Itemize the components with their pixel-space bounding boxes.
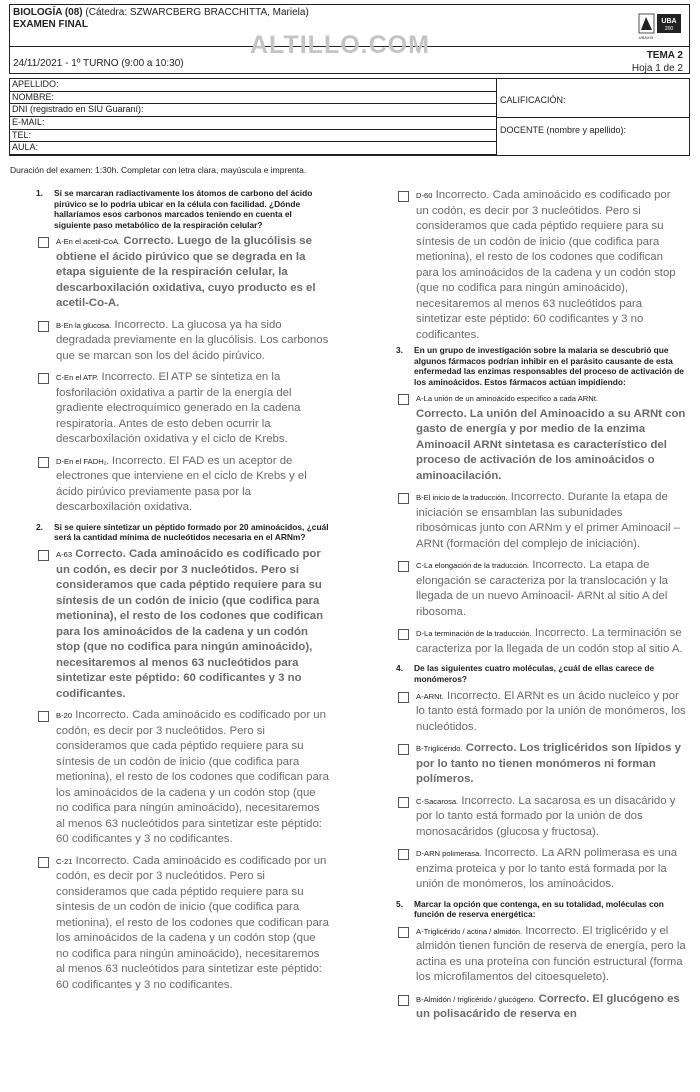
checkbox[interactable] (398, 493, 409, 504)
question-number: 5. (396, 898, 403, 909)
option-label: A-63 (56, 550, 73, 560)
field-email[interactable]: E-MAIL: (10, 117, 497, 130)
course-info (13, 7, 309, 31)
q3-option-a[interactable] (396, 391, 686, 484)
question-number: 4. (396, 663, 403, 674)
option-feedback: Correcto. Luego de la glucólisis se obtiene el ácido pirúvico que se degrada en la etapa siguiente de la respiración celular, la descarboxilación oxidativa, cuyo producto es el acetil-Co-A. (56, 235, 316, 310)
question-text: Si se quiere sintetizar un péptido formado por 20 aminoácidos, ¿cuál será la cantidad mínima de nucleótidos necesaria en el ARNm? (54, 521, 329, 543)
question-text: Si se marcaran radiactivamente los átomos de carbono del ácido pirúvico se lo podría ubicar en la célula con facilidad. ¿Dónde hallaríamos esos carbonos marcados teniendo en cuenta el siguiente paso metabólico de la respiración celular? (54, 188, 313, 230)
right-column (396, 188, 686, 1029)
question-4 (396, 663, 686, 684)
page-indicator: Hoja 1 de 2 (631, 63, 683, 74)
option-label: A-ARNt. (416, 691, 444, 701)
q5-option-a[interactable] (396, 924, 686, 986)
q1-option-c[interactable] (36, 370, 329, 448)
checkbox[interactable] (398, 629, 409, 640)
q1-option-d[interactable] (36, 454, 329, 516)
watermark: ALTILLO.COM (250, 31, 430, 59)
option-label: D-60 (416, 191, 433, 200)
field-aula[interactable]: AULA: (10, 142, 497, 155)
q2-option-a[interactable] (36, 547, 329, 702)
option-label: C-Sacarosa. (416, 796, 459, 806)
question-number: 2. (36, 521, 43, 532)
field-calificacion[interactable]: CALIFICACIÓN: (500, 95, 566, 105)
option-feedback: Correcto. El glucógeno es un polisacárido de reserva en (416, 992, 680, 1021)
q2-option-b[interactable] (36, 708, 329, 848)
option-label: B-Almidón / triglicérido / glucógeno. (416, 994, 536, 1004)
option-label: D-ARN polimerasa. (416, 849, 482, 859)
field-docente[interactable]: DOCENTE (nombre y apellido): (500, 125, 627, 135)
q1-option-b[interactable] (36, 318, 329, 365)
option-label: B-Triglicérido. (416, 744, 463, 754)
option-label: A-La unión de un aminoácido específico a cada ARNt. (416, 394, 598, 404)
option-label: B-El inicio de la traducción. (416, 493, 508, 503)
checkbox[interactable] (398, 692, 409, 703)
checkbox[interactable] (398, 849, 409, 860)
exam-header (9, 4, 690, 74)
option-label: B-20 (56, 711, 73, 721)
checkbox[interactable] (38, 457, 49, 468)
logo-caption: UBAXXI (638, 35, 654, 40)
checkbox[interactable] (38, 857, 49, 868)
q3-option-c[interactable] (396, 558, 686, 620)
checkbox[interactable] (398, 561, 409, 572)
option-feedback: Incorrecto. El ATP se sintetiza en la fosforilación oxidativa a partir de la energía del gradiente electroquímico generado en la cadena respiratoria. Antes de esto deben ocurrir la descarboxilación oxidativa y el ciclo de Krebs. (56, 371, 301, 446)
option-feedback: Incorrecto. El FAD es un aceptor de electrones que interviene en el ciclo de Krebs y el ácido pirúvico previamente pasa por la descarboxilación oxidativa. (56, 454, 307, 514)
q3-option-d[interactable] (396, 626, 686, 657)
option-feedback: Incorrecto. Cada aminoácido es codificado por un codón, es decir por 3 nucleótidos. Pero si consideramos que cada péptido requiere para su síntesis de un codón de inicio (que codifica para metionina), el resto de los codones que codifican para los aminoácidos de la cadena y un codón stop (que no codifica para ningún aminoácido), necesitaremos al menos 63 nucleótidos para sintetizar este péptido: 60 codificantes y 3 no codificantes. (56, 854, 329, 991)
q5-option-b[interactable] (396, 992, 686, 1023)
option-label: C-La elongación de la traducción. (416, 561, 530, 571)
option-label: B-En la glucosa. (56, 320, 112, 330)
q2-option-d[interactable] (396, 188, 686, 343)
option-label: C-En el ATP. (56, 373, 99, 383)
option-label: A-En el acetil-CoA. (56, 237, 121, 247)
option-label: C-21 (56, 856, 73, 866)
course-title: BIOLOGÍA (08) (13, 7, 83, 18)
option-feedback: Correcto. Los triglicéridos son lípidos y por lo tanto no tienen monómeros ni forman polímeros. (416, 742, 681, 786)
option-feedback: Incorrecto. El triglicérido y el almidón tienen función de reserva de energía, pero la actina es una proteína con función estructural (forma los microfilamentos del citoesqueleto). (416, 924, 686, 984)
option-feedback: Incorrecto. La etapa de elongación se caracteriza por la translocación y la llegada de un nuevo Aminoacil- ARNt al sitio A del ribosoma. (416, 559, 668, 618)
logo-200-text: 200 (664, 26, 674, 32)
option-feedback: Incorrecto. La glucosa ya ha sido degradada previamente en la glucólisis. Los carbonos que se marcan son los del ácido pirúvico. (56, 318, 329, 362)
field-apellido[interactable]: APELLIDO: (10, 79, 497, 92)
option-label: A-Triglicérido / actina / almidón. (416, 926, 523, 936)
q1-option-a[interactable] (36, 234, 329, 312)
option-label: D-En el FADH₂. (56, 456, 109, 466)
q4-option-c[interactable] (396, 794, 686, 841)
checkbox[interactable] (398, 995, 409, 1006)
checkbox[interactable] (398, 394, 409, 405)
option-feedback: Incorrecto. Cada aminoácido es codificado por un codón, es decir por 3 nucleótidos. Pero si consideramos que cada péptido requiere para su síntesis de un codón de inicio (que codifica para metionina), el resto de los codones que codifican para los aminoácidos de la cadena y un codón stop (que no codifica para ningún aminoácido), necesitaremos al menos 63 nucleótidos para sintetizar este péptido: 60 codificantes y 3 no codificantes. (56, 709, 329, 846)
checkbox[interactable] (398, 927, 409, 938)
checkbox[interactable] (398, 797, 409, 808)
q4-option-d[interactable] (396, 846, 686, 893)
q4-option-b[interactable] (396, 741, 686, 788)
question-text: En un grupo de investigación sobre la malaria se descubrió que algunos fármacos podrían inhibir en el parásito causante de esta enfermedad las enzimas responsables del proceso de activación de los aminoácidos. Estos fármacos actúan impidiendo: (414, 345, 684, 387)
question-number: 1. (36, 188, 43, 198)
option-feedback: Incorrecto. La ARN polimerasa es una enzima proteica y por lo tanto está formada por la unión de monómeros, los aminoácidos. (416, 847, 678, 891)
checkbox[interactable] (38, 321, 49, 332)
option-feedback: Correcto. Cada aminoácido es codificado por un codón, es decir por 3 nucleótidos. Pero si consideramos que cada péptido requiere para su síntesis de un codón de inicio (que codifica para metionina), el resto de los codones que codifican para los aminoácidos de la cadena y un codón stop (que no codifica para ningún aminoácido), necesitaremos al menos 63 nucleótidos para sintetizar este péptido: 60 codificantes y 3 no codificantes. (56, 548, 324, 700)
q4-option-a[interactable] (396, 689, 686, 736)
option-feedback: Correcto. La unión del Aminoacido a su ARNt con gasto de energía y por medio de la enzima Aminoacil ARNt sintetasa es característico del proceso de activación de los aminoácidos o aminoacilación. (416, 407, 686, 482)
course-chair: (Cátedra: SZWARCBERG BRACCHITTA, Mariela) (82, 7, 309, 18)
student-info-box (9, 78, 690, 156)
question-3 (396, 345, 686, 387)
question-2 (36, 522, 329, 543)
exam-duration-note: Duración del examen: 1:30h. Completar con letra clara, mayúscula e imprenta. (10, 165, 307, 175)
tema-label: TEMA 2 (646, 50, 683, 61)
question-text: De las siguientes cuatro moléculas, ¿cuál de ellas carece de monómeros? (414, 663, 655, 684)
option-feedback: Incorrecto. El ARNt es un ácido nucleico y por lo tanto está formado por la unión de monómeros, los nucleótidos. (416, 689, 686, 733)
divider (497, 117, 689, 118)
logo-uba-text: UBA (661, 18, 677, 25)
uba-logo (637, 11, 683, 41)
checkbox[interactable] (38, 373, 49, 384)
question-5 (396, 899, 686, 920)
checkbox[interactable] (398, 191, 409, 202)
option-feedback: Incorrecto. La terminación se caracteriza por la llegada de un codón stop al sitio A. (416, 627, 683, 655)
option-feedback: Incorrecto. Cada aminoácido es codificado por un codón, es decir por 3 nucleótidos. Pero si consideramos que cada péptido requiere para su síntesis de un codón de inicio (que codifica para metionina), el resto de los codones que codifican para los aminoácidos de la cadena y un codón stop (que no codifica para ningún aminoácido), necesitaremos al menos 63 nucleótidos para sintetizar este péptido: 60 codificantes y 3 no codificantes. (416, 189, 676, 341)
checkbox[interactable] (38, 550, 49, 561)
question-number: 3. (396, 345, 403, 355)
option-label: D-La terminación de la traducción. (416, 629, 532, 639)
field-tel[interactable]: TEL: (10, 130, 497, 143)
question-text: Marcar la opción que contenga, en su totalidad, moléculas con función de reserva energética: (414, 898, 664, 920)
exam-date: 24/11/2021 - 1º TURNO (9:00 a 10:30) (13, 58, 184, 69)
question-1 (36, 188, 329, 230)
left-column (36, 188, 329, 999)
field-dni[interactable]: DNI (registrado en SIU Guaraní): (10, 104, 497, 117)
checkbox[interactable] (38, 237, 49, 248)
field-nombre[interactable]: NOMBRE: (10, 92, 497, 105)
checkbox[interactable] (398, 744, 409, 755)
option-feedback: Incorrecto. La sacarosa es un disacárido y por lo tanto está formado por la unión de dos monosacáridos (glucosa y fructosa). (416, 794, 676, 838)
option-feedback: Incorrecto. Durante la etapa de iniciación se ensamblan las subunidades ribosómicas junto con ARNm y el primer Aminoacil –ARNt (formación del complejo de iniciación). (416, 491, 680, 550)
exam-title: EXAMEN FINAL (13, 19, 88, 30)
q3-option-b[interactable] (396, 490, 686, 552)
q2-option-c[interactable] (36, 854, 329, 994)
checkbox[interactable] (38, 711, 49, 722)
